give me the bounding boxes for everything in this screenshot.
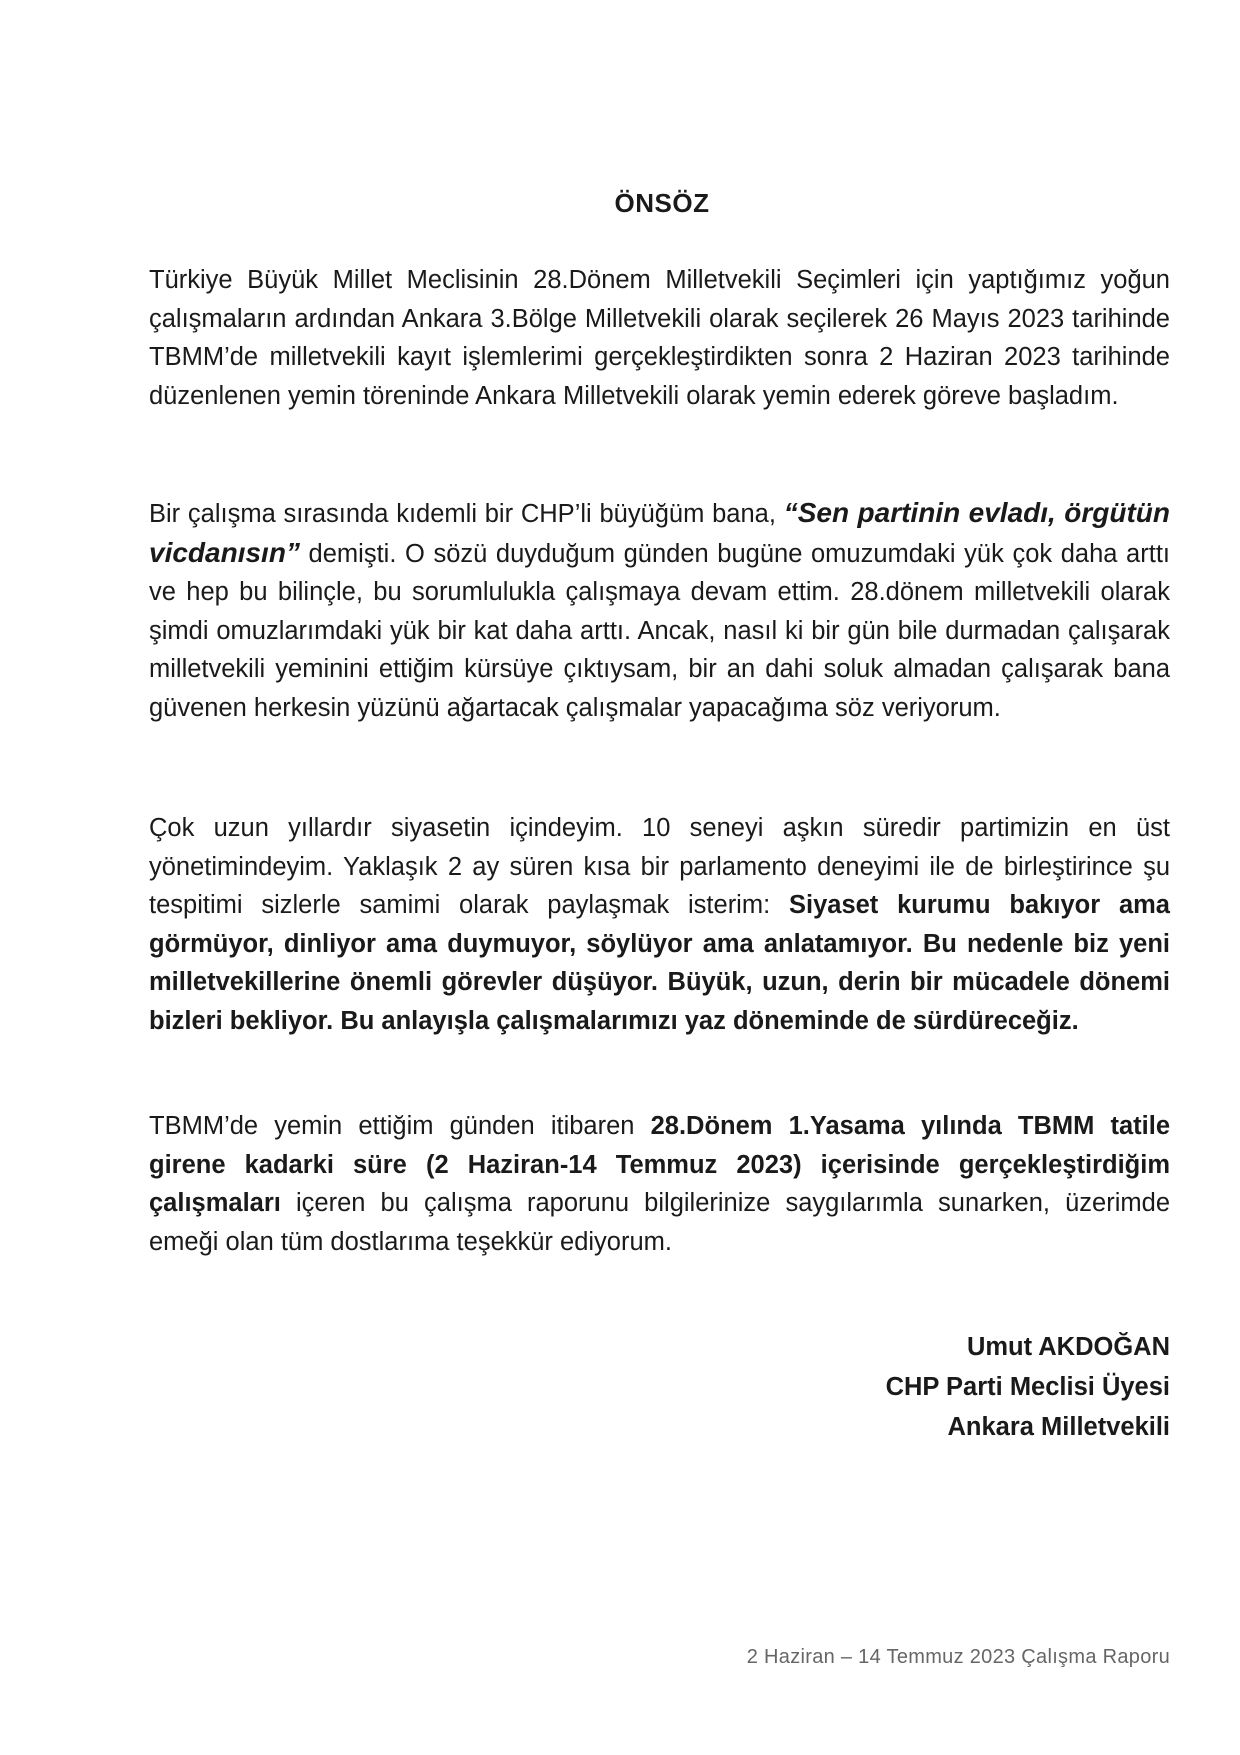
paragraph-segment: demişti. O sözü duyduğum günden bugüne omuzumdaki yük çok daha arttı ve hep bu bilinçle, bu sorumlulukla çalışmaya devam ettim. 28.dönem milletvekili olarak şimdi omuzlarımdaki yük bir kat daha arttı. Ancak, nasıl ki bir gün bile durmadan çalışarak milletvekili yeminini ettiğim kürsüye çıktıysam, bir an dahi soluk almadan çalışarak bana güvenen herkesin yüzünü ağartacak çalışmalar yapacağıma söz veriyorum. xyxy=(149,539,1170,722)
paragraph-segment: içeren bu çalışma raporunu bilgilerinize saygılarımla sunarken, üzerimde emeği olan tüm dostlarıma teşekkür ediyorum. xyxy=(149,1189,1170,1256)
paragraph-quote xyxy=(149,494,1170,728)
highlighted-quote: “Sen partinin evladı, örgütün vicdanısın” xyxy=(149,497,1170,568)
emphasized-statement: Siyaset kurumu bakıyor ama görmüyor, dinliyor ama duymuyor, söylüyor ama anlatamıyor. Bu nedenle biz yeni milletvekillerine önemli görevler düşüyor. Büyük, uzun, derin bir mücadele dönemi bizleri bekliyor. Bu anlayışla çalışmalarımızı yaz döneminde de sürdüreceğiz. xyxy=(149,891,1170,1035)
paragraph-text xyxy=(149,494,1170,728)
paragraph-politics xyxy=(149,809,1170,1041)
paragraph-segment: Çok uzun yıllardır siyasetin içindeyim. 10 seneyi aşkın süredir partimizin en üst yönetimindeyim. Yaklaşık 2 ay süren kısa bir parlamento deneyimi ile de birleştirince şu tespitimi sizlerle samimi olarak paylaşmak isterim: xyxy=(149,814,1170,920)
paragraph-segment: Bir çalışma sırasında kıdemli bir CHP’li büyüğüm bana, xyxy=(149,500,784,528)
paragraph-text xyxy=(149,809,1170,1041)
signature-role: CHP Parti Meclisi Üyesi xyxy=(885,1373,1170,1401)
emphasized-period: 28.Dönem 1.Yasama yılında TBMM tatile girene kadarki süre (2 Haziran-14 Temmuz 2023) içerisinde gerçekleştirdiğim çalışmaları xyxy=(149,1112,1171,1218)
signature-block xyxy=(886,1327,1170,1447)
page-footer: 2 Haziran – 14 Temmuz 2023 Çalışma Raporu xyxy=(746,1646,1170,1668)
paragraph-text xyxy=(149,1107,1170,1261)
paragraph-segment: Türkiye Büyük Millet Meclisinin 28.Dönem Milletvekili Seçimleri için yaptığımız yoğun çalışmaların ardından Ankara 3.Bölge Milletvekili olarak seçilerek 26 Mayıs 2023 tarihinde TBMM’de milletvekili kayıt işlemlerimi gerçekleştirdikten sonra 2 Haziran 2023 tarihinde düzenlenen yemin töreninde Ankara Milletvekili olarak yemin ederek göreve başladım. xyxy=(149,266,1170,410)
paragraph-segment: TBMM’de yemin ettiğim günden itibaren xyxy=(149,1112,651,1140)
paragraph-intro xyxy=(149,261,1170,415)
signature-name: Umut AKDOĞAN xyxy=(966,1333,1170,1361)
signature-position: Ankara Milletvekili xyxy=(947,1413,1170,1441)
paragraph-report xyxy=(149,1107,1170,1261)
page-title: ÖNSÖZ xyxy=(614,188,710,218)
paragraph-text xyxy=(149,261,1170,415)
